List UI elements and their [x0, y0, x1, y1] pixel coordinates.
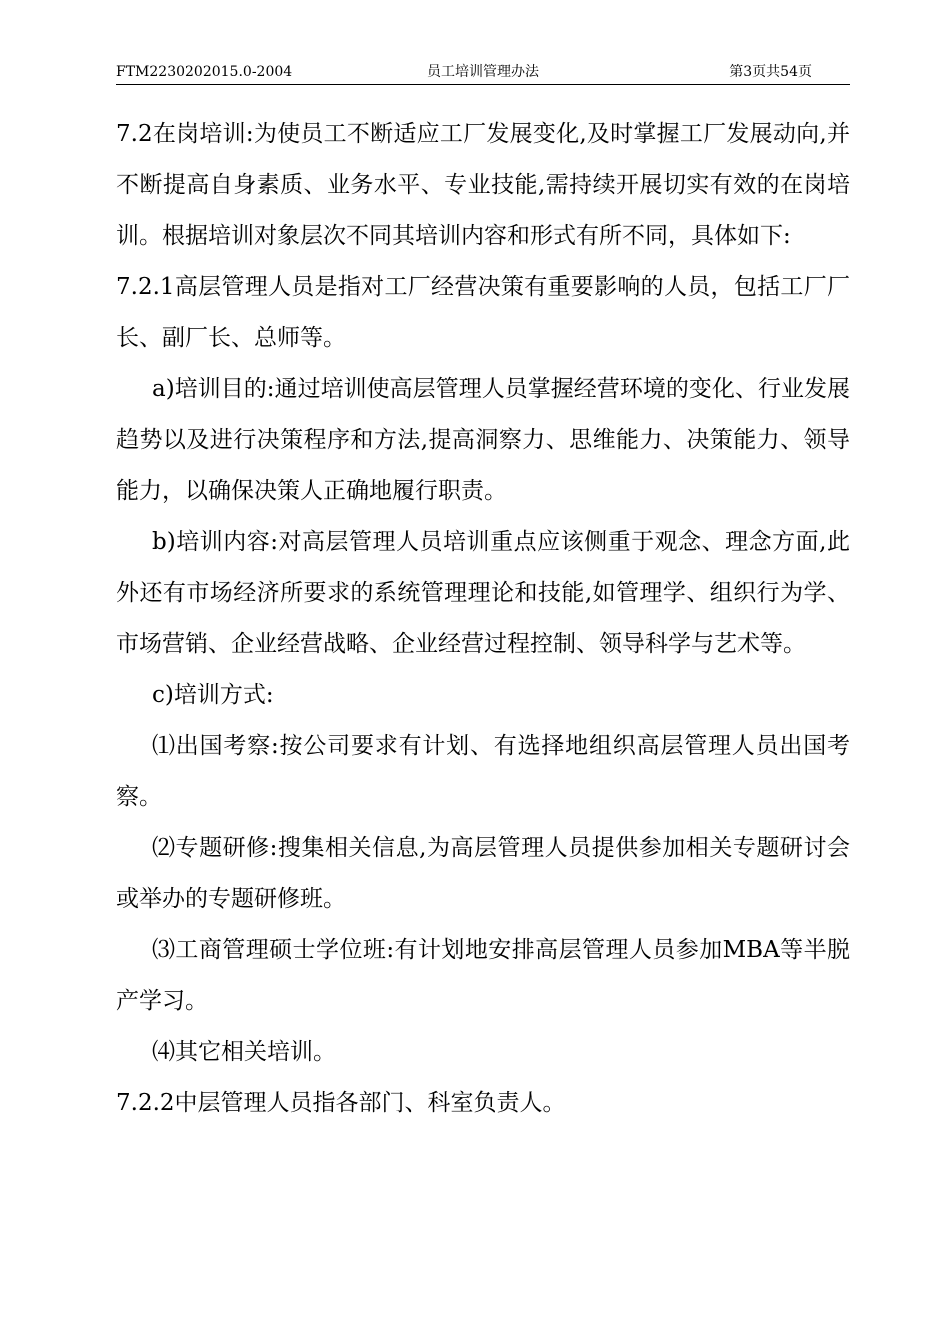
document-title: 员工培训管理办法: [427, 64, 539, 80]
list-item-mba-class: ⑶工商管理硕士学位班:有计划地安排高层管理人员参加MBA等半脱产学习。: [116, 937, 850, 1014]
page-indicator: 第3页共54页: [729, 64, 812, 80]
paragraph-training-method: c)培训方式:: [152, 682, 274, 708]
document-body: [116, 109, 850, 1129]
paragraph-training-purpose: a)培训目的:通过培训使高层管理人员掌握经营环境的变化、行业发展趋势以及进行决策程序和方法,提高洞察力、思维能力、决策能力、领导能力，以确保决策人正确地履行职责。: [116, 376, 850, 504]
document-number: FTM2230202015.0-2004: [116, 64, 293, 80]
paragraph-7-2-2: 7.2.2中层管理人员指各部门、科室负责人。: [116, 1090, 566, 1116]
paragraph-7-2: 7.2在岗培训:为使员工不断适应工厂发展变化,及时掌握工厂发展动向,并不断提高自身素质、业务水平、专业技能,需持续开展切实有效的在岗培训。根据培训对象层次不同其培训内容和形式有所不同，具体如下:: [116, 121, 850, 249]
list-item-other-training: ⑷其它相关培训。: [152, 1039, 336, 1065]
page-header: [116, 60, 850, 85]
paragraph-7-2-1: 7.2.1高层管理人员是指对工厂经营决策有重要影响的人员，包括工厂厂长、副厂长、总师等。: [116, 274, 850, 351]
paragraph-training-content: b)培训内容:对高层管理人员培训重点应该侧重于观念、理念方面,此外还有市场经济所要求的系统管理理论和技能,如管理学、组织行为学、市场营销、企业经营战略、企业经营过程控制、领导科学与艺术等。: [116, 529, 850, 657]
list-item-overseas-inspection: ⑴出国考察:按公司要求有计划、有选择地组织高层管理人员出国考察。: [116, 733, 850, 810]
list-item-special-study: ⑵专题研修:搜集相关信息,为高层管理人员提供参加相关专题研讨会或举办的专题研修班。: [116, 835, 850, 912]
